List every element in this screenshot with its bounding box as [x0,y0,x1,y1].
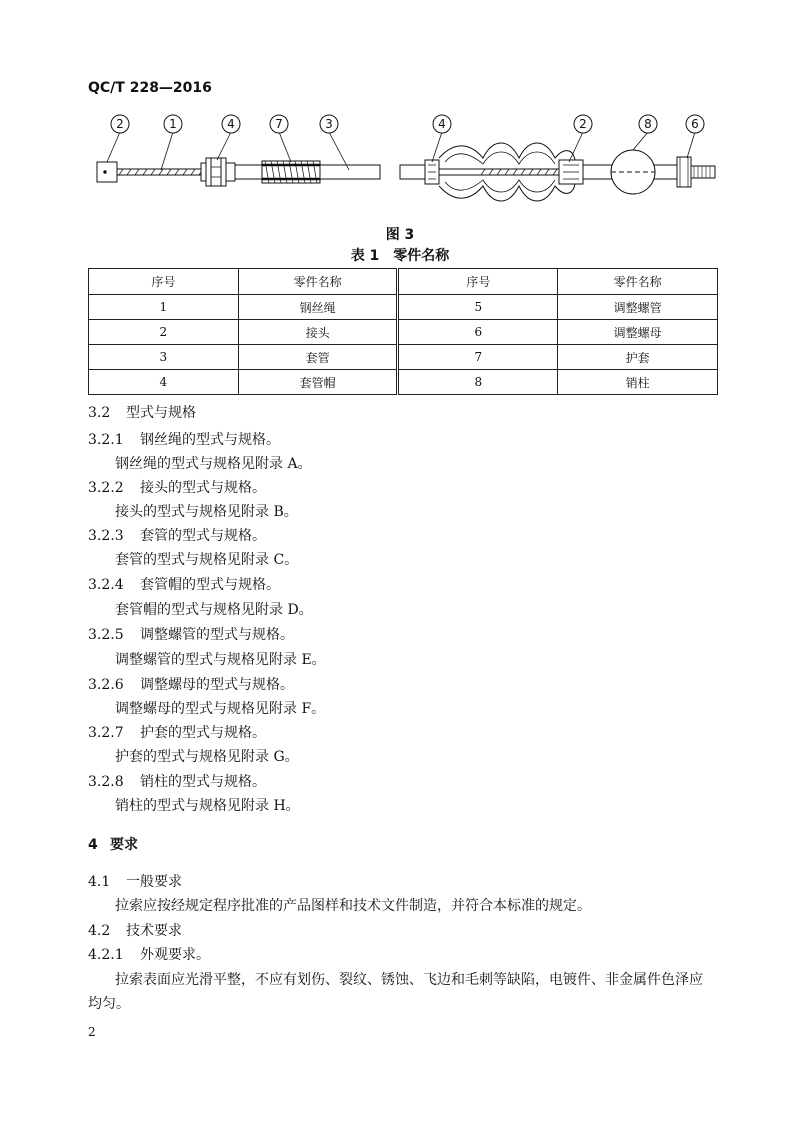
table-cell: 接头 [238,320,398,345]
clause-body-continued: 均匀。 [88,996,130,1012]
callout-1 [164,115,182,133]
clause-3-2-3 [88,525,266,545]
clause-body: 套管帽的型式与规格见附录 D。 [115,602,313,618]
table-row [89,320,718,345]
clause-title: 调整螺母的型式与规格。 [140,677,294,693]
clause-body: 钢丝绳的型式与规格见附录 A。 [115,456,312,472]
table-cell: 5 [398,295,558,320]
clause-title: 要求 [110,837,138,853]
table-cell: 7 [398,345,558,370]
clause-3-2-4 [88,574,280,594]
table-cell: 6 [398,320,558,345]
clause-body: 套管的型式与规格见附录 C。 [115,552,299,568]
clause-number: 3.2.2 [88,480,124,496]
callout-label: 2 [116,117,124,131]
clause-number: 4.1 [88,874,111,890]
callout-label: 7 [275,117,283,131]
table-row [89,295,718,320]
clause-3-2-6 [88,674,294,694]
callout-label: 8 [644,117,652,131]
table-cell: 8 [398,370,558,395]
clause-3-2-5 [88,624,294,644]
clause-number: 3.2.5 [88,627,124,643]
callout-label: 2 [579,117,587,131]
table-cell: 1 [89,295,239,320]
table-cell: 2 [89,320,239,345]
table-cell: 护套 [558,345,718,370]
header-cell: 序号 [89,269,239,295]
header-cell: 序号 [398,269,558,295]
clause-3-2-1 [88,429,280,449]
table-cell: 调整螺管 [558,295,718,320]
clause-number: 3.2 [88,405,111,421]
clause-4-2-1 [88,944,210,964]
header-cell: 零件名称 [238,269,398,295]
left-cable-assembly [97,158,380,186]
table-cell: 销柱 [558,370,718,395]
parts-table [88,268,718,395]
clause-title: 一般要求 [126,874,182,890]
clause-title: 钢丝绳的型式与规格。 [140,432,280,448]
figure-caption: 图 3 [385,227,415,243]
clause-body: 拉索表面应光滑平整，不应有划伤、裂纹、锈蚀、飞边和毛刺等缺陷，电镀件、非金属件色泽应 [115,972,703,988]
table-cell: 3 [89,345,239,370]
callout-8 [639,115,657,133]
clause-number: 3.2.7 [88,725,124,741]
clause-3-2-7 [88,722,266,742]
table-row [89,370,718,395]
callout-label: 4 [438,117,446,131]
clause-3-2-8 [88,771,266,791]
clause-title: 接头的型式与规格。 [140,480,266,496]
clause-body: 接头的型式与规格见附录 B。 [115,504,298,520]
right-cable-assembly [400,143,715,201]
table-row [89,345,718,370]
clause-title: 型式与规格 [126,405,196,421]
clause-title: 护套的型式与规格。 [140,725,266,741]
table-cell: 套管帽 [238,370,398,395]
page-number: 2 [88,1025,96,1039]
clause-4-1 [88,871,182,891]
callout-label: 1 [169,117,177,131]
clause-title: 调整螺管的型式与规格。 [140,627,294,643]
callout-2-right [574,115,592,133]
table-cell: 套管 [238,345,398,370]
callout-label: 4 [227,117,235,131]
callout-6 [686,115,704,133]
callout-label: 3 [325,117,333,131]
clause-body: 销柱的型式与规格见附录 H。 [115,798,300,814]
clause-body: 调整螺管的型式与规格见附录 E。 [115,652,326,668]
clause-number: 3.2.3 [88,528,124,544]
clause-4-2 [88,920,182,940]
standard-code: QC/T 228—2016 [88,80,212,96]
callout-2-left [111,115,129,133]
clause-title: 技术要求 [126,923,182,939]
section-4-heading [88,834,138,854]
header-cell: 零件名称 [558,269,718,295]
clause-title: 销柱的型式与规格。 [140,774,266,790]
clause-number: 3.2.4 [88,577,124,593]
clause-title: 套管帽的型式与规格。 [140,577,280,593]
callout-4-right [433,115,451,133]
clause-body: 拉索应按经规定程序批准的产品图样和技术文件制造，并符合本标准的规定。 [115,898,591,914]
clause-title: 套管的型式与规格。 [140,528,266,544]
clause-number: 3.2.1 [88,432,124,448]
table-header-row [89,269,718,295]
table-cell: 调整螺母 [558,320,718,345]
clause-number: 4.2.1 [88,947,124,963]
clause-number: 3.2.8 [88,774,124,790]
clause-title: 外观要求。 [140,947,210,963]
clause-3-2-heading [88,402,196,422]
clause-number: 4.2 [88,923,111,939]
callout-4-left [222,115,240,133]
clause-number: 3.2.6 [88,677,124,693]
clause-body: 护套的型式与规格见附录 G。 [115,749,299,765]
callout-label: 6 [691,117,699,131]
clause-body: 调整螺母的型式与规格见附录 F。 [115,701,326,717]
clause-number: 4 [88,837,98,853]
cable-assembly-figure [85,110,725,215]
callout-7 [270,115,288,133]
table-cell: 4 [89,370,239,395]
clause-3-2-2 [88,477,266,497]
table-cell: 钢丝绳 [238,295,398,320]
callout-3 [320,115,338,133]
table-title: 表 1 零件名称 [350,248,450,264]
